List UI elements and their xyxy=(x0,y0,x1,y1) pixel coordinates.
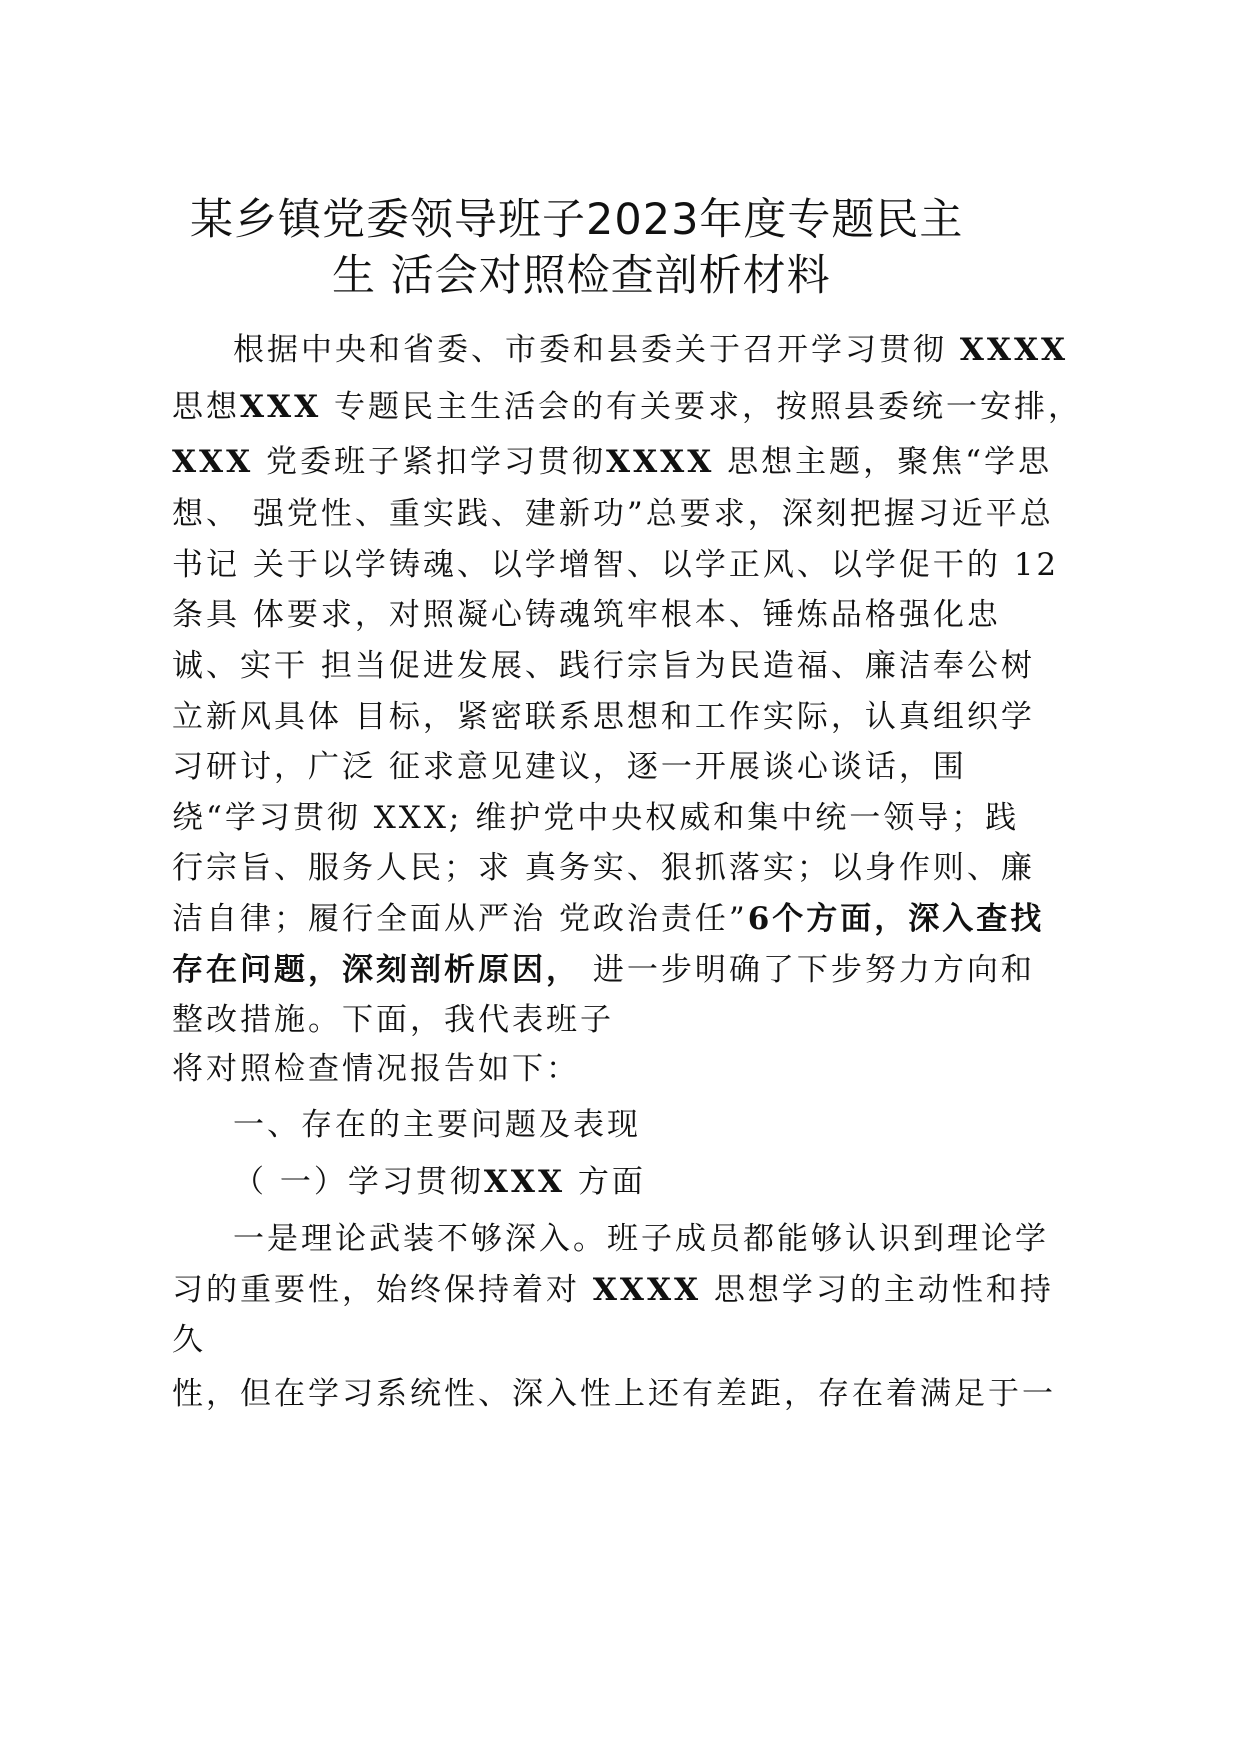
document-title-line-1: 某乡镇党委领导班子2023年度专题民主 xyxy=(190,195,964,245)
paragraph-line xyxy=(233,330,1068,370)
text-run-bold: XXX xyxy=(240,389,322,425)
paragraph-line: 书记 关于以学铸魂、以学增智、以学正风、以学促干的 12 xyxy=(172,547,1060,583)
subsection-heading xyxy=(233,1162,646,1202)
text-run: 进一步明确了下步努力方向和 xyxy=(580,952,1035,988)
paragraph-line xyxy=(172,387,1082,427)
text-run-bold: XXX xyxy=(483,1164,566,1200)
paragraph-line xyxy=(172,442,1052,482)
paragraph-line: 绕“学习贯彻 XXX; 维护党中央权威和集中统一领导；践 xyxy=(172,800,1020,836)
text-run: 思想学习的主动性和持 xyxy=(701,1272,1054,1308)
paragraph-line: 将对照检查情况报告如下： xyxy=(172,1051,580,1087)
text-run: 思想 xyxy=(172,389,240,425)
text-run-bold: XXXX xyxy=(592,1272,702,1308)
paragraph-line: 整改措施。下面，我代表班子 xyxy=(172,1002,614,1038)
text-run: 习的重要性，始终保持着对 xyxy=(172,1272,593,1308)
paragraph-line: 性，但在学习系统性、深入性上还有差距，存在着满足于一 xyxy=(172,1376,1056,1412)
text-run-bold: XXX xyxy=(172,444,254,480)
paragraph-line: 立新风具体 目标，紧密联系思想和工作实际，认真组织学 xyxy=(172,699,1035,735)
paragraph-line: 行宗旨、服务人民；求 真务实、狠抓落实；以身作则、廉 xyxy=(172,850,1035,886)
text-run: 方面 xyxy=(565,1164,646,1200)
text-run-bold: 存在问题，深刻剖析原因， xyxy=(172,952,580,988)
text-run: 党委班子紧扣学习贯彻 xyxy=(253,444,607,480)
text-run: 洁自律；履行全面从严治 党政治责任” xyxy=(172,901,748,937)
text-run: 思想主题，聚焦“学思 xyxy=(714,444,1052,480)
paragraph-line xyxy=(172,950,1035,990)
document-title-line-2: 生 活会对照检查剖析材料 xyxy=(332,251,831,301)
text-run: （ 一）学习贯彻 xyxy=(233,1164,484,1200)
paragraph-line: 想、 强党性、重实践、建新功”总要求，深刻把握习近平总 xyxy=(172,496,1054,532)
text-run-bold: 6个方面，深入查找 xyxy=(747,901,1045,937)
paragraph-line: 条具 体要求，对照凝心铸魂筑牢根本、锤炼品格强化忠 xyxy=(172,597,1001,633)
paragraph-line: 习研讨，广泛 征求意见建议，逐一开展谈心谈话，围 xyxy=(172,749,967,785)
paragraph-line xyxy=(172,899,1044,939)
text-run: 根据中央和省委、市委和县委关于召开学习贯彻 xyxy=(233,332,960,368)
paragraph-line: 诚、实干 担当促进发展、践行宗旨为民造福、廉洁奉公树 xyxy=(172,648,1035,684)
text-run: 专题民主生活会的有关要求，按照县委统一安排， xyxy=(321,389,1083,425)
paragraph-line: 一是理论武装不够深入。班子成员都能够认识到理论学 xyxy=(233,1221,1049,1257)
paragraph-line: 久 xyxy=(172,1322,206,1358)
paragraph-line xyxy=(172,1270,1054,1310)
section-heading: 一、存在的主要问题及表现 xyxy=(233,1107,641,1143)
text-run-bold: XXXX xyxy=(606,444,715,480)
text-run-bold: XXXX xyxy=(959,332,1069,368)
